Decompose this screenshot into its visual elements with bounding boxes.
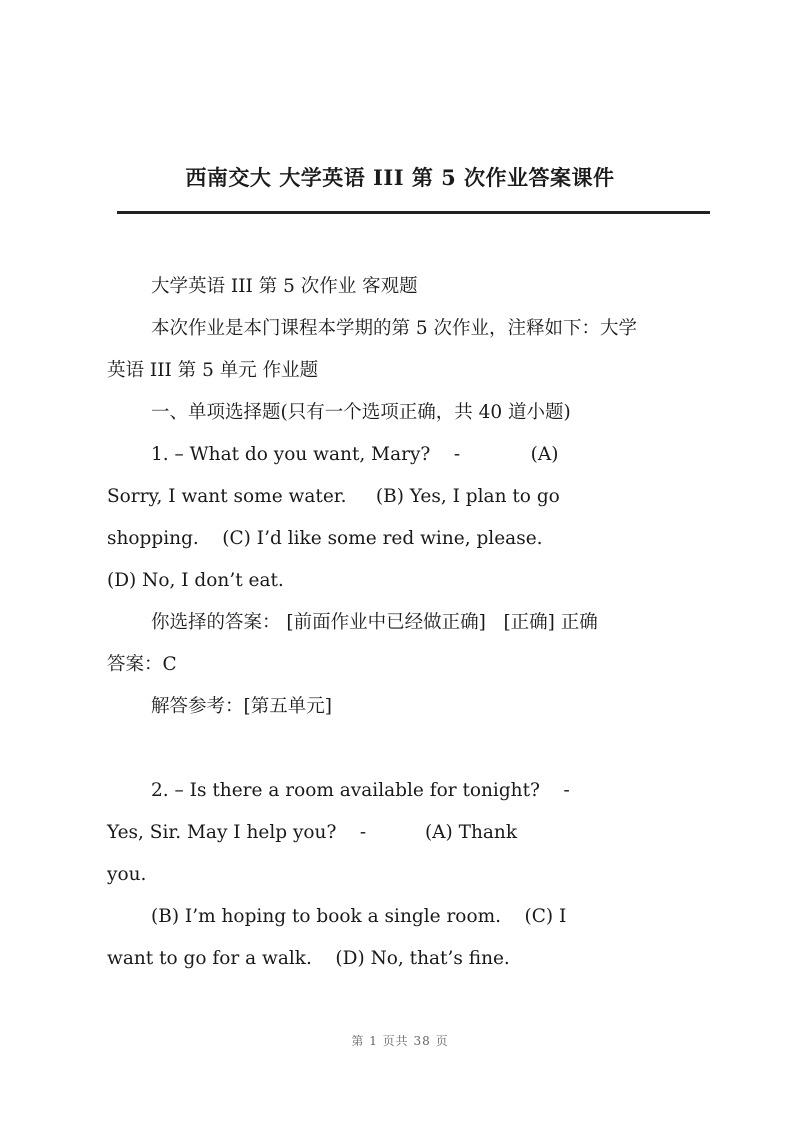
title-underline: [117, 211, 710, 214]
answer-reference: 解答参考：[第五单元]: [151, 696, 332, 717]
question-1-line-2: Sorry, I want some water. (B) Yes, I plan to go: [107, 486, 560, 507]
intro-line-2: 英语 III 第 5 单元 作业题: [107, 360, 319, 381]
question-2-line-4: (B) I’m hoping to book a single room. (C) I: [151, 906, 567, 927]
question-1-line-4: (D) No, I don’t eat.: [107, 570, 284, 591]
question-2-line-5: want to go for a walk. (D) No, that’s fine.: [107, 948, 510, 969]
question-2-line-2: Yes, Sir. May I help you? - (A) Thank: [107, 822, 518, 843]
question-2-line-3: you.: [107, 864, 147, 885]
answer-line-1: 你选择的答案： [前面作业中已经做正确] [正确] 正确: [151, 612, 598, 633]
question-1-line-3: shopping. (C) I’d like some red wine, please.: [107, 528, 543, 549]
page-footer: 第 1 页共 38 页: [351, 1034, 449, 1048]
question-type-heading: 一、单项选择题(只有一个选项正确，共 40 道小题): [151, 402, 571, 423]
answer-line-2: 答案：C: [107, 654, 177, 675]
paragraph-gap: [107, 728, 707, 770]
section-heading: 大学英语 III 第 5 次作业 客观题: [151, 276, 418, 297]
document-title: 西南交大 大学英语 III 第 5 次作业答案课件: [185, 165, 615, 190]
question-1-line-1: 1. – What do you want, Mary? - (A): [151, 444, 559, 465]
document-body: [107, 266, 707, 980]
intro-line-1: 本次作业是本门课程本学期的第 5 次作业，注释如下：大学: [151, 318, 638, 339]
question-2-line-1: 2. – Is there a room available for tonight? -: [151, 780, 570, 801]
